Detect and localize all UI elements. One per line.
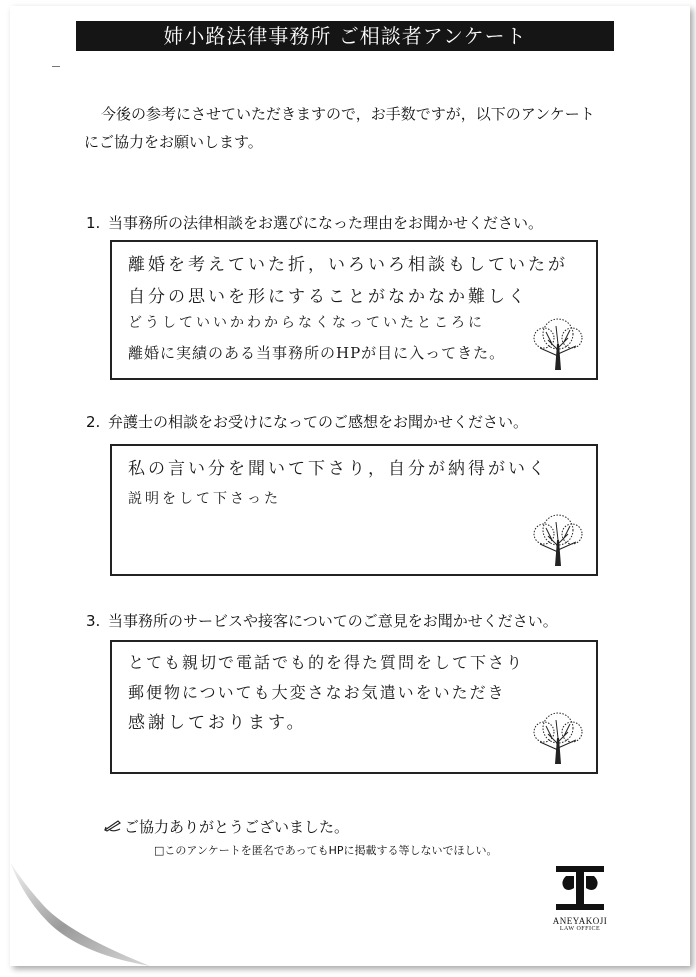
answer-line: 私の言い分を聞いて下さり，自分が納得がいく — [128, 459, 548, 479]
scan-mark — [52, 66, 60, 67]
question-text: 当事務所のサービスや接客についてのご意見をお聞かせください。 — [108, 612, 558, 630]
intro-line-1: 今後の参考にさせていただきますので，お手数ですが，以下のアンケート — [101, 105, 595, 123]
question-text: 弁護士の相談をお受けになってのご感想をお聞かせください。 — [108, 413, 529, 431]
publish-opt-out-note: □このアンケートを匿名であってもHPに掲載する等しないでほしい。 — [154, 844, 498, 857]
answer-line: とても親切で電話でも的を得た質問をして下さり — [128, 653, 525, 672]
firm-subtitle: LAW OFFICE — [559, 926, 601, 932]
tree-icon — [526, 310, 590, 374]
page-title: 姉小路法律事務所 ご相談者アンケート — [76, 21, 614, 51]
answer-line: 自分の思いを形にすることがなかなか難しく — [128, 287, 528, 307]
answer-line: 離婚に実績のある当事務所のHPが目に入ってきた。 — [128, 344, 506, 362]
answer-line: 郵便物についても大変さなお気遣いをいただき — [128, 683, 506, 702]
question-number: 2. — [86, 413, 101, 431]
tree-icon — [526, 704, 590, 768]
intro-line-2: にご協力をお願いします。 — [84, 133, 263, 151]
answer-line: 説明をして下さった — [128, 491, 281, 507]
answer-line: どうしていいかわからなくなっていたところに — [128, 315, 485, 331]
thanks-message — [104, 816, 349, 837]
answer-box-2 — [110, 444, 598, 576]
intro-text — [84, 100, 624, 156]
question-2 — [86, 411, 528, 432]
answer-box-1 — [110, 240, 598, 380]
thanks-text: ご協力ありがとうございました。 — [124, 818, 350, 836]
question-number: 3. — [86, 612, 101, 630]
page-curl — [10, 862, 150, 966]
answer-line: 感謝しております。 — [128, 713, 307, 733]
answer-box-3 — [110, 640, 598, 774]
question-3 — [86, 610, 558, 631]
pen-icon — [104, 818, 124, 836]
answer-line: 離婚を考えていた折，いろいろ相談もしていたが — [128, 255, 568, 275]
question-text: 当事務所の法律相談をお選びになった理由をお聞かせください。 — [108, 214, 544, 232]
question-1 — [86, 212, 543, 233]
tree-icon — [526, 506, 590, 570]
question-number: 1. — [86, 214, 101, 232]
firm-logo-icon — [556, 866, 604, 910]
firm-logo — [548, 866, 612, 932]
firm-name: ANEYAKOJI — [552, 916, 608, 926]
